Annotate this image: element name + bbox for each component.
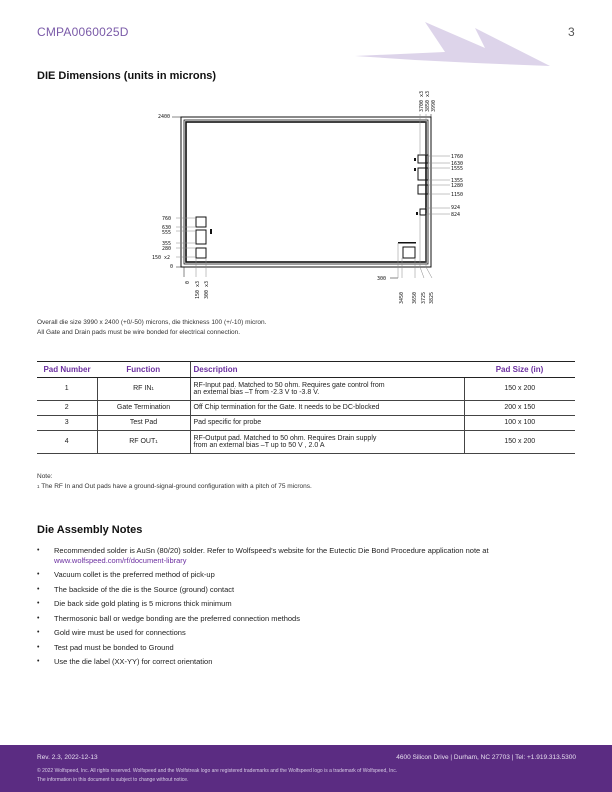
- col-description: Description: [190, 362, 464, 378]
- col-pad-number: Pad Number: [37, 362, 97, 378]
- svg-text:150 x3: 150 x3: [195, 280, 201, 299]
- svg-text:0: 0: [185, 280, 191, 284]
- svg-text:1280: 1280: [451, 183, 464, 189]
- document-library-link[interactable]: www.wolfspeed.com/rf/document-library: [54, 555, 187, 565]
- col-pad-size: Pad Size (in): [464, 362, 575, 378]
- svg-text:1760: 1760: [451, 154, 464, 160]
- dim-label: 2400: [158, 114, 171, 120]
- page-number: 3: [568, 25, 575, 39]
- list-item: • Die back side gold plating is 5 microns thick minimum: [37, 599, 489, 609]
- revision-date: Rev. 2.3, 2022-12-13: [37, 754, 98, 761]
- svg-text:355: 355: [162, 241, 172, 247]
- svg-text:300: 300: [377, 276, 387, 282]
- pad-table: [37, 361, 575, 454]
- dim-label: 3990: [431, 99, 437, 112]
- die-assembly-title: Die Assembly Notes: [37, 524, 143, 536]
- svg-text:3725: 3725: [421, 291, 427, 304]
- svg-text:555: 555: [162, 230, 172, 236]
- svg-text:300 x3: 300 x3: [204, 280, 210, 299]
- copyright-notice: © 2022 Wolfspeed, Inc. All rights reserved. Wolfspeed and the Wolfstreak logo are registered trademarks and the Wolfspeed logo is a trademark of Wolfspeed, Inc. The information in this document is subject to change without notice.: [37, 768, 398, 783]
- wire-bond-note: All Gate and Drain pads must be wire bonded for electrical connection.: [37, 329, 241, 336]
- svg-text:824: 824: [451, 212, 461, 218]
- svg-text:1150: 1150: [451, 192, 464, 198]
- svg-text:1630: 1630: [451, 161, 464, 167]
- list-item: • Gold wire must be used for connections: [37, 628, 489, 638]
- table-footnote: Note: $^1$ The RF In and Out pads have a ground-signal-ground configuration with a pitch of 75 microns.: [37, 473, 312, 490]
- svg-text:1355: 1355: [451, 178, 464, 184]
- dim-label: 3700 x3: [419, 90, 425, 112]
- svg-text:3825: 3825: [429, 291, 435, 304]
- dim-label: 3850 x3: [425, 90, 431, 112]
- assembly-notes-list: [37, 546, 489, 672]
- svg-text:3650: 3650: [412, 291, 418, 304]
- die-size-note: Overall die size 3990 x 2400 (+0/-50) microns, die thickness 100 (+/-10) micron.: [37, 319, 267, 326]
- table-row: 2 Gate Termination Off Chip termination for the Gate. It needs to be DC-blocked 200 x 150: [37, 401, 575, 416]
- svg-text:924: 924: [451, 205, 461, 211]
- svg-text:3450: 3450: [399, 291, 405, 304]
- list-item: • Recommended solder is AuSn (80/20) solder. Refer to Wolfspeed’s website for the Eutectic Die Bond Procedure application note at www.wolfspeed.com/rf/document-library: [37, 546, 489, 565]
- page-footer: [0, 745, 612, 792]
- list-item: • The backside of the die is the Source (ground) contact: [37, 585, 489, 595]
- svg-text:760: 760: [162, 216, 172, 222]
- svg-text:0: 0: [170, 264, 174, 270]
- company-address: 4600 Silicon Drive | Durham, NC 27703 | Tel: +1.919.313.5300: [396, 754, 576, 761]
- col-function: Function: [97, 362, 190, 378]
- list-item: • Use the die label (XX-YY) for correct orientation: [37, 657, 489, 667]
- list-item: • Vacuum collet is the preferred method of pick-up: [37, 570, 489, 580]
- die-size-notes: [37, 318, 266, 338]
- table-header-row: [37, 362, 575, 378]
- list-item: • Test pad must be bonded to Ground: [37, 643, 489, 653]
- die-dimensions-diagram: [140, 72, 470, 312]
- document-part-number: CMPA0060025D: [37, 25, 129, 39]
- svg-text:280: 280: [162, 246, 172, 252]
- svg-text:150 x2: 150 x2: [152, 255, 171, 261]
- table-row: 1 RF $IN^1$ RF-Input pad. Matched to 50 ohm. Requires gate control from an external bias –T from -2.3 V to -3.8 V. 150 x 200: [37, 378, 575, 401]
- die-dimensions-title: DIE Dimensions (units in microns): [37, 70, 217, 82]
- svg-text:1555: 1555: [451, 166, 464, 172]
- list-item: • Thermosonic ball or wedge bonding are the preferred connection methods: [37, 614, 489, 624]
- table-row: 4 RF OUT$^1$ RF-Output pad. Matched to 50 ohm. Requires Drain supply from an external bias –T up to 50 V , 2.0 A 150 x 200: [37, 431, 575, 454]
- table-row: 3 Test Pad Pad specific for probe 100 x 100: [37, 416, 575, 431]
- wolfstreak-logo-icon: [355, 18, 555, 73]
- svg-text:630: 630: [162, 225, 172, 231]
